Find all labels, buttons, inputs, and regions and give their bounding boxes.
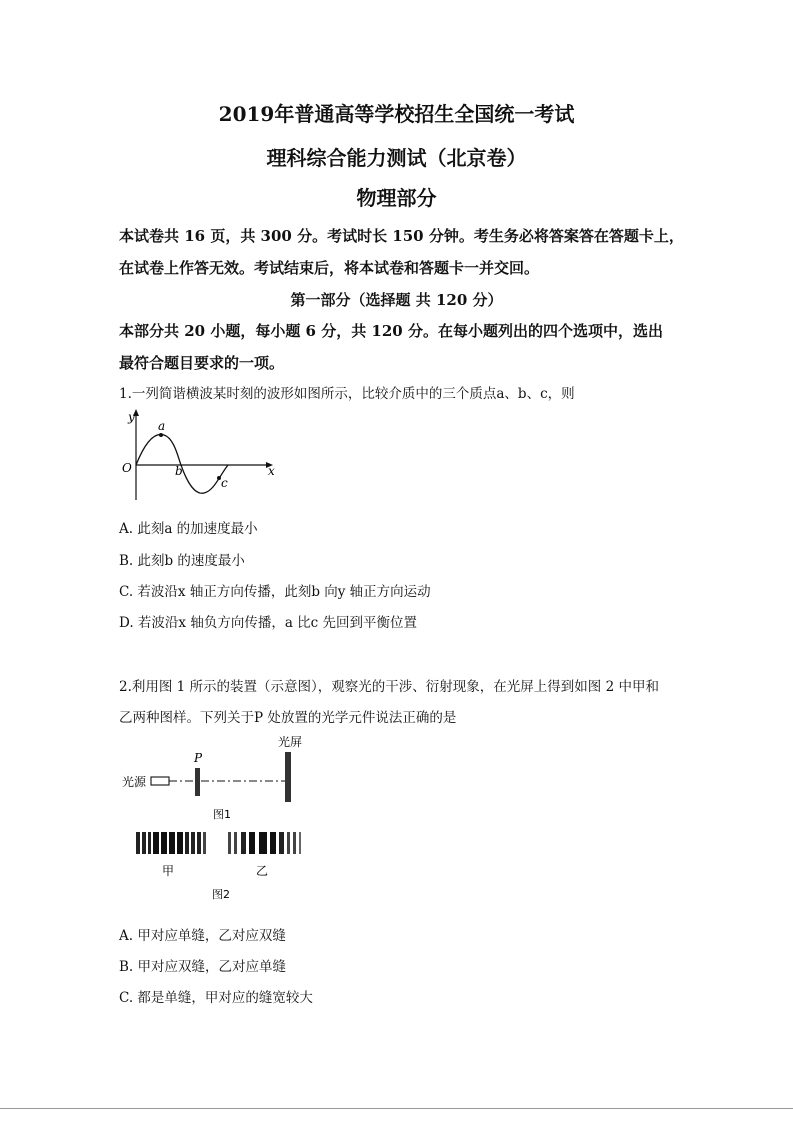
intro-line-1: 本试卷共 16 页，共 300 分。考试时长 150 分钟。考生务必将答案答在答题卡上， xyxy=(119,227,684,245)
q1-option-a: A. 此刻a 的加速度最小 xyxy=(119,521,258,537)
screen xyxy=(285,752,291,802)
section-title: 物理部分 xyxy=(356,186,437,210)
q2-option-b: B. 甲对应双缝，乙对应单缝 xyxy=(119,959,287,975)
q1-stem: 1.一列简谐横波某时刻的波形如图所示，比较介质中的三个质点a、b、c，则 xyxy=(119,386,575,402)
figure-2-caption: 图2 xyxy=(212,888,230,901)
light-source-label: 光源 xyxy=(122,775,147,789)
q2-option-c: C. 都是单缝，甲对应的缝宽较大 xyxy=(119,990,313,1006)
point-a xyxy=(159,433,163,437)
q2-stem-line-1: 2.利用图 1 所示的装置（示意图），观察光的干涉、衍射现象，在光屏上得到如图 2 中甲和 xyxy=(119,679,659,695)
pattern-yi xyxy=(228,832,301,854)
y-label: y xyxy=(128,410,135,424)
q1-option-b: B. 此刻b 的速度最小 xyxy=(119,553,245,569)
fringe-figure xyxy=(130,828,310,908)
wave-figure xyxy=(118,405,283,505)
q1-option-d: D. 若波沿x 轴负方向传播，a 比c 先回到平衡位置 xyxy=(119,615,418,631)
exam-subtitle: 理科综合能力测试（北京卷） xyxy=(266,146,527,170)
x-label: x xyxy=(268,464,275,478)
q2-option-a: A. 甲对应单缝，乙对应双缝 xyxy=(119,928,286,944)
label-yi: 乙 xyxy=(256,864,269,878)
light-source xyxy=(151,777,169,785)
exam-title: 2019年普通高等学校招生全国统一考试 xyxy=(218,102,575,126)
apparatus-figure xyxy=(118,732,318,827)
part-one-title: 第一部分（选择题 共 120 分） xyxy=(290,291,503,309)
part-one-desc-1: 本部分共 20 小题，每小题 6 分，共 120 分。在每小题列出的四个选项中，选出 xyxy=(119,322,663,340)
q1-option-c: C. 若波沿x 轴正方向传播，此刻b 向y 轴正方向运动 xyxy=(119,584,431,600)
pattern-jia xyxy=(136,832,206,854)
part-one-desc-2: 最符合题目要求的一项。 xyxy=(119,354,285,372)
label-jia: 甲 xyxy=(162,864,175,878)
p-label: P xyxy=(194,751,203,765)
page-bottom-divider xyxy=(0,1108,793,1109)
point-a-label: a xyxy=(158,419,166,433)
origin-label: O xyxy=(122,461,132,475)
figure-1-caption: 图1 xyxy=(213,808,231,821)
point-c-label: c xyxy=(221,476,228,490)
intro-line-2: 在试卷上作答无效。考试结束后，将本试卷和答题卡一并交回。 xyxy=(119,259,540,277)
screen-label: 光屏 xyxy=(278,735,303,749)
q2-stem-line-2: 乙两种图样。下列关于P 处放置的光学元件说法正确的是 xyxy=(119,710,457,726)
p-element xyxy=(195,768,200,796)
point-b-label: b xyxy=(175,464,183,478)
